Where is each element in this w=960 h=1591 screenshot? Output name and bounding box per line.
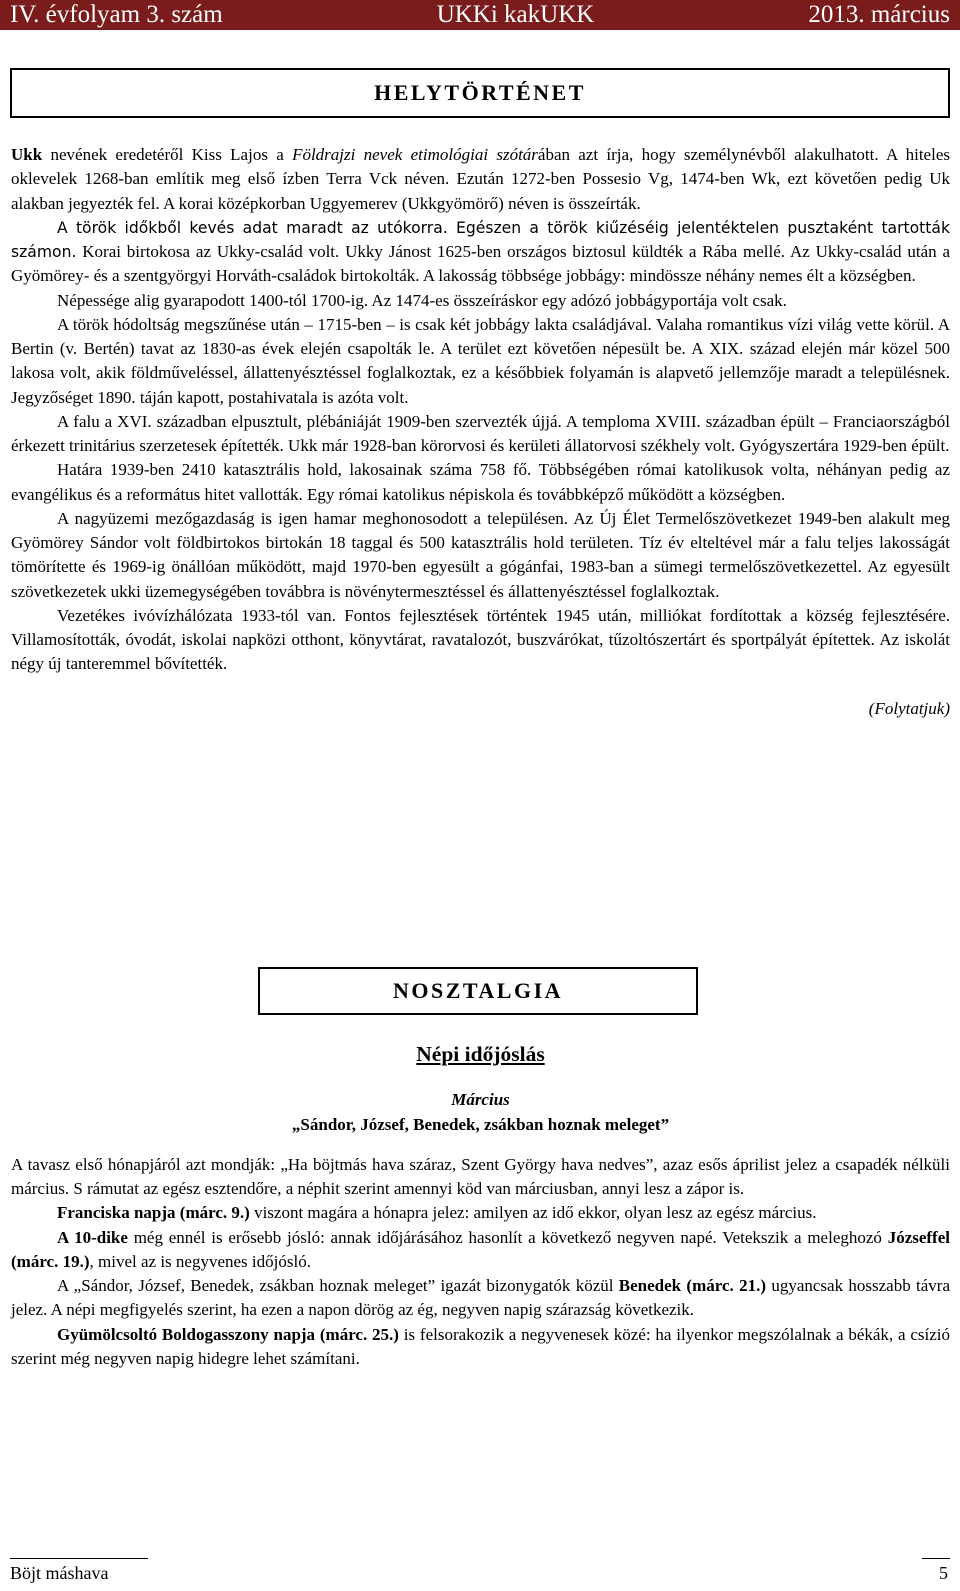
paragraph: Népessége alig gyarapodott 1400-tól 1700-ig. Az 1474-es összeíráskor egy adózó jobbágyportája volt csak. <box>57 290 787 310</box>
footer-month-name: Böjt máshava <box>10 1563 109 1583</box>
page-header <box>0 0 960 30</box>
saying-heading: „Sándor, József, Benedek, zsákban hoznak meleget” <box>291 1114 670 1134</box>
paragraph: A tavasz első hónapjáról azt mondják: „Ha böjtmás hava száraz, Szent György hava nedves”, azaz esős áprilist jelez a csapadék nélküli március. S rámutat az egész esztendőre, a néphit szerint amennyi köd van márciusban, annyi lesz a zápor is. <box>11 1154 950 1198</box>
book-title: Földrajzi nevek etimológiai szótár <box>292 145 538 164</box>
continued-note: (Folytatjuk) <box>868 698 950 718</box>
page-footer <box>0 1555 960 1591</box>
month-heading: Március <box>451 1090 510 1110</box>
article-helytortenet <box>11 143 950 721</box>
footer-rule-right <box>922 1558 950 1559</box>
header-volume: IV. évfolyam 3. szám <box>10 1 223 28</box>
paragraph: A nagyüzemi mezőgazdaság is igen hamar meghonosodott a településen. Az Új Élet Termelőszövetkezet 1949-ben alakult meg Gyömörey Sándor volt földbirtokos birtokán 18 taggal és 500 katasztrális hold területen. Tíz év elteltével már a falu teljes lakosságát tömörítette és 1969-ig önállóan működött, majd 1970-ben egyesült a gógánfai, 1983-ban a sümegi termelőszövetkezettel. Az egyesült szövetkezetek ukki üzemegységében továbbra is növénytermesztéssel és állattenyésztéssel foglalkoztak. <box>11 508 950 601</box>
footer-rule-left <box>10 1558 148 1559</box>
paragraph: A török hódoltság megszűnése után – 1715-ben – is csak két jobbágy lakta családjával. Valaha romantikus vízi világ vette körül. A Bertin (v. Bertén) tavat az 1830-as évek elején csapolták le. A terület ezt követően népesült be. A XIX. század elején már közel 500 lakosa volt, akik földműveléssel, állattenyésztéssel foglalkoztak, ez a későbbiek folyamán is alapvető jellemzője maradt a településnek. Jegyzőséget 1890. táján kapott, postahivatala is azóta volt. <box>11 314 950 407</box>
article-title: Népi időjóslás <box>416 1042 545 1066</box>
paragraph: A 10-dike még ennél is erősebb jósló: annak időjárásához hasonlít a következő negyven napé. Vetekszik a meleghozó Józseffel (márc. 19.), mivel az is negyvenes időjósló. <box>11 1227 950 1271</box>
section-heading-box-helytortenet <box>10 68 950 118</box>
section-title-helytortenet: HELYTÖRTÉNET <box>374 80 586 105</box>
paragraph: Gyümölcsoltó Boldogasszony napja (márc. 25.) is felsorakozik a negyvenesek közé: ha ilyenkor megszólalnak a békák, a csízió szerint még negyven napig hidegre lehet számítani. <box>11 1324 950 1368</box>
bold-lead: Ukk <box>11 145 43 164</box>
paragraph: A „Sándor, József, Benedek, zsákban hoznak meleget” igazát bizonygatók közül Benedek (márc. 21.) ugyancsak hosszabb távra jelez. A népi megfigyelés szerint, ha ezen a napon dörög az ég, negyven napig szárazság következik. <box>11 1276 950 1320</box>
article-nosztalgia <box>11 1042 950 1371</box>
paragraph: A török időkből kevés adat maradt az utókorra. Egészen a török kiűzéséig jelentéktelen pusztaként tartották számon. Korai birtokosa az Ukky-család volt. Ukky Jánost 1625-ben országos biztosul küldték a Rába mellé. Az Ukky-család után a Gyömörey- és a szentgyörgyi Horváth-családok birtokolták. A lakosság többsége jobbágy: mindössze néhány nemes élt a községben. <box>11 218 950 286</box>
paragraph: Ukk nevének eredetéről Kiss Lajos a Földrajzi nevek etimológiai szótárában azt írja, hogy személynévből alakulhatott. A hiteles oklevelek 1268-ban említik meg első ízben Terra Vck néven. Ezután 1272-ben Possesio Vg, 1474-ben Wk, ezt követően pedig Uk alakban jegyezték fel. A korai középkorban Uggyemerev (Ukkgyömörő) néven is összeírták. <box>11 145 950 213</box>
section-title-nosztalgia: NOSZTALGIA <box>392 978 564 1003</box>
header-date: 2013. március <box>808 1 950 28</box>
paragraph: Határa 1939-ben 2410 katasztrális hold, lakosainak száma 758 fő. Többségében római katolikusok volta, néhányan pedig az evangélikus és a református hitet vallották. Egy római katolikus népiskola és továbbképző működött a községben. <box>11 460 950 504</box>
section-heading-box-nosztalgia <box>258 967 698 1015</box>
page-number: 5 <box>939 1563 948 1583</box>
paragraph: Franciska napja (márc. 9.) viszont magára a hónapra jelez: amilyen az idő ekkor, olyan lesz az egész március. <box>57 1203 817 1223</box>
header-publication-name: UKKi kakUKK <box>436 1 595 28</box>
paragraph: A falu a XVI. században elpusztult, plébániáját 1909-ben szervezték újjá. A temploma XVIII. században épült – Franciaországból érkezett trinitárius szerzetesek építették. Ukk már 1928-ban körorvosi és kerületi állatorvosi székhely volt. Gyógyszertára 1929-ben épült. <box>11 411 950 455</box>
paragraph: Vezetékes ivóvízhálózata 1933-tól van. Fontos fejlesztések történtek 1945 után, milliókat fordítottak a község fejlesztésére. Villamosították, óvodát, iskolai napközi otthont, könyvtárat, ravatalozót, buszvárókat, tűzoltószertárt és sportpályát építettek. Az iskolát négy új tanteremmel bővítették. <box>11 605 950 674</box>
